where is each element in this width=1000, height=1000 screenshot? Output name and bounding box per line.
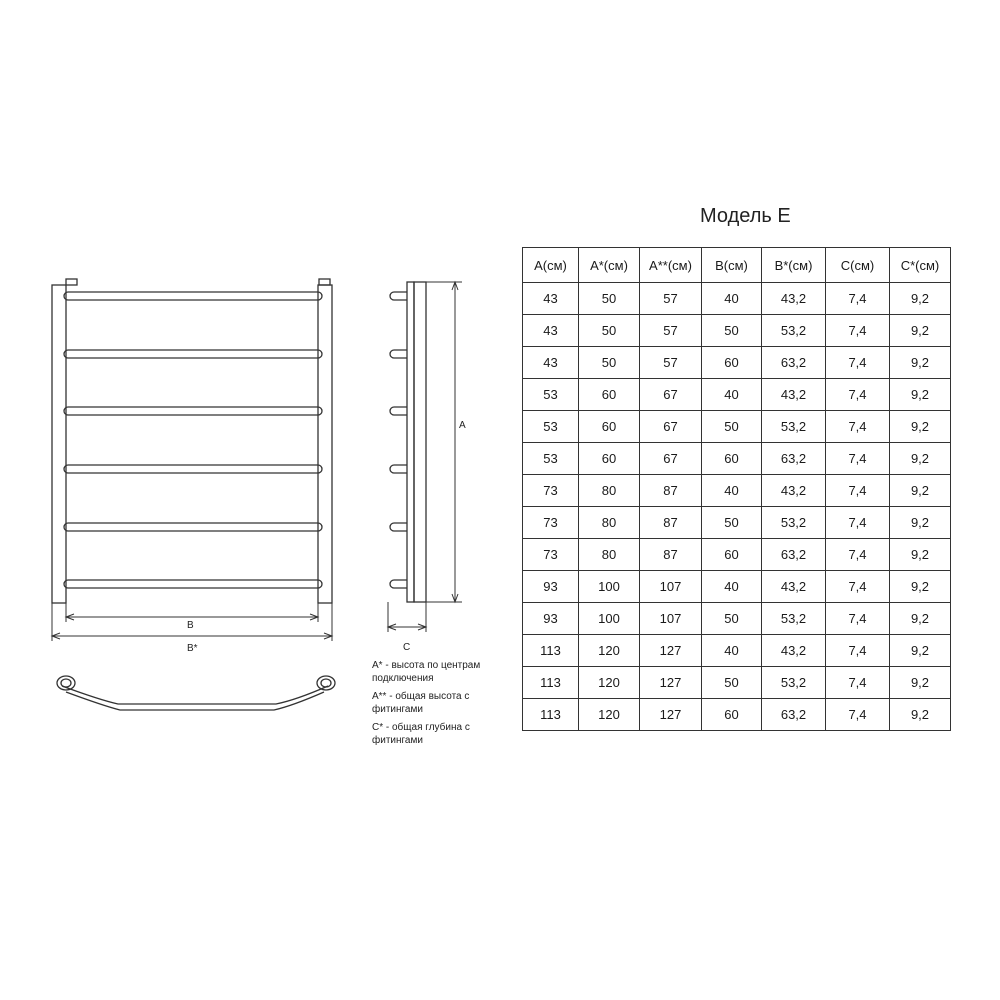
table-cell: 80 <box>579 539 640 571</box>
table-cell: 100 <box>579 603 640 635</box>
table-cell: 60 <box>579 379 640 411</box>
table-cell: 87 <box>640 507 702 539</box>
table-cell: 80 <box>579 475 640 507</box>
table-row <box>523 635 951 667</box>
table-row <box>523 283 951 315</box>
table-row <box>523 603 951 635</box>
table-cell: 60 <box>702 539 762 571</box>
table-cell: 120 <box>579 667 640 699</box>
table-cell: 9,2 <box>890 443 951 475</box>
table-cell: 127 <box>640 635 702 667</box>
side-upright <box>414 282 426 602</box>
table-cell: 50 <box>702 603 762 635</box>
column-header: A(см) <box>523 248 579 283</box>
column-header: C*(см) <box>890 248 951 283</box>
table-cell: 53 <box>523 411 579 443</box>
table-row <box>523 411 951 443</box>
table-cell: 7,4 <box>826 507 890 539</box>
table-cell: 43,2 <box>762 379 826 411</box>
right-cap <box>319 279 330 285</box>
crossbar <box>64 523 322 531</box>
right-upright <box>318 285 332 603</box>
table-row <box>523 315 951 347</box>
crossbar <box>64 407 322 415</box>
table-cell: 50 <box>702 507 762 539</box>
table-cell: 120 <box>579 699 640 731</box>
table-cell: 57 <box>640 315 702 347</box>
column-header: A**(см) <box>640 248 702 283</box>
table-cell: 127 <box>640 699 702 731</box>
table-cell: 93 <box>523 603 579 635</box>
table-header-row <box>523 248 951 283</box>
side-mount <box>407 282 414 602</box>
table-cell: 53,2 <box>762 603 826 635</box>
table-cell: 73 <box>523 507 579 539</box>
table-cell: 60 <box>702 347 762 379</box>
table-cell: 53,2 <box>762 315 826 347</box>
table-cell: 67 <box>640 379 702 411</box>
table-cell: 107 <box>640 571 702 603</box>
table-cell: 7,4 <box>826 315 890 347</box>
crossbars <box>64 292 322 588</box>
table-cell: 53,2 <box>762 507 826 539</box>
crossbar <box>64 292 322 300</box>
table-body <box>523 283 951 731</box>
table-cell: 7,4 <box>826 571 890 603</box>
note-c-star: C* - общая глубина с фитингами <box>372 722 470 746</box>
front-view <box>52 279 332 603</box>
table-row <box>523 571 951 603</box>
table-cell: 7,4 <box>826 283 890 315</box>
table-cell: 7,4 <box>826 475 890 507</box>
table-cell: 43 <box>523 315 579 347</box>
table-cell: 73 <box>523 539 579 571</box>
table-cell: 120 <box>579 635 640 667</box>
note-a-double-star: A** - общая высота с фитингами <box>372 691 470 715</box>
table-cell: 7,4 <box>826 443 890 475</box>
table-cell: 57 <box>640 283 702 315</box>
table-cell: 9,2 <box>890 667 951 699</box>
table-cell: 73 <box>523 475 579 507</box>
dimension-c <box>388 602 426 632</box>
table-cell: 67 <box>640 411 702 443</box>
table-cell: 9,2 <box>890 539 951 571</box>
table-cell: 60 <box>579 411 640 443</box>
table-cell: 53 <box>523 443 579 475</box>
table-cell: 9,2 <box>890 411 951 443</box>
table-cell: 9,2 <box>890 315 951 347</box>
table-cell: 67 <box>640 443 702 475</box>
crossbar <box>64 350 322 358</box>
dimension-c-label: C <box>403 642 411 653</box>
table-cell: 9,2 <box>890 635 951 667</box>
table-cell: 63,2 <box>762 539 826 571</box>
table-row <box>523 539 951 571</box>
table-cell: 87 <box>640 539 702 571</box>
table-row <box>523 667 951 699</box>
left-cap <box>66 279 77 285</box>
table-cell: 43,2 <box>762 635 826 667</box>
table-cell: 50 <box>579 315 640 347</box>
table-cell: 43 <box>523 347 579 379</box>
table-cell: 50 <box>579 283 640 315</box>
dimensions-table <box>522 247 951 731</box>
table-row <box>523 475 951 507</box>
table-cell: 7,4 <box>826 699 890 731</box>
table-cell: 107 <box>640 603 702 635</box>
table-cell: 63,2 <box>762 347 826 379</box>
table-cell: 100 <box>579 571 640 603</box>
column-header: C(см) <box>826 248 890 283</box>
top-view <box>57 676 335 710</box>
table-cell: 113 <box>523 635 579 667</box>
crossbar <box>64 465 322 473</box>
table-cell: 7,4 <box>826 411 890 443</box>
table-cell: 60 <box>579 443 640 475</box>
table-cell: 9,2 <box>890 507 951 539</box>
dimension-b-label: B <box>187 620 194 631</box>
column-header: A*(см) <box>579 248 640 283</box>
table-cell: 9,2 <box>890 283 951 315</box>
table-cell: 43,2 <box>762 283 826 315</box>
table-cell: 9,2 <box>890 699 951 731</box>
note-a-star: A* - высота по центрам подключения <box>372 660 481 684</box>
table-cell: 9,2 <box>890 347 951 379</box>
column-header: B(см) <box>702 248 762 283</box>
model-title: Модель E <box>700 205 791 227</box>
table-row <box>523 347 951 379</box>
table-cell: 7,4 <box>826 539 890 571</box>
crossbar <box>64 580 322 588</box>
table-cell: 53,2 <box>762 667 826 699</box>
table-cell: 40 <box>702 283 762 315</box>
table-cell: 53 <box>523 379 579 411</box>
table-row <box>523 443 951 475</box>
table-cell: 93 <box>523 571 579 603</box>
table-cell: 63,2 <box>762 443 826 475</box>
table-cell: 40 <box>702 635 762 667</box>
table-cell: 113 <box>523 699 579 731</box>
table-cell: 57 <box>640 347 702 379</box>
table-cell: 40 <box>702 571 762 603</box>
table-cell: 87 <box>640 475 702 507</box>
table-row <box>523 507 951 539</box>
table-cell: 60 <box>702 443 762 475</box>
table-cell: 7,4 <box>826 635 890 667</box>
left-upright <box>52 285 66 603</box>
table-cell: 9,2 <box>890 571 951 603</box>
table-cell: 50 <box>702 411 762 443</box>
table-cell: 50 <box>702 315 762 347</box>
table-row <box>523 699 951 731</box>
table-cell: 80 <box>579 507 640 539</box>
table-cell: 43 <box>523 283 579 315</box>
table-cell: 7,4 <box>826 603 890 635</box>
table-cell: 7,4 <box>826 379 890 411</box>
column-header: B*(см) <box>762 248 826 283</box>
table-cell: 9,2 <box>890 475 951 507</box>
table-cell: 50 <box>702 667 762 699</box>
dimension-a <box>426 282 462 602</box>
table-cell: 9,2 <box>890 379 951 411</box>
table-cell: 127 <box>640 667 702 699</box>
table-row <box>523 379 951 411</box>
dimension-a-label: A <box>459 420 466 431</box>
table-cell: 43,2 <box>762 571 826 603</box>
table-cell: 60 <box>702 699 762 731</box>
side-view <box>390 282 426 602</box>
table-cell: 63,2 <box>762 699 826 731</box>
table-cell: 113 <box>523 667 579 699</box>
table-cell: 53,2 <box>762 411 826 443</box>
side-bar-ends <box>390 292 407 588</box>
dimension-b-star-label: B* <box>187 643 198 654</box>
table-cell: 50 <box>579 347 640 379</box>
table-cell: 7,4 <box>826 667 890 699</box>
table-cell: 43,2 <box>762 475 826 507</box>
table-cell: 7,4 <box>826 347 890 379</box>
table-cell: 9,2 <box>890 603 951 635</box>
table-cell: 40 <box>702 379 762 411</box>
table-cell: 40 <box>702 475 762 507</box>
